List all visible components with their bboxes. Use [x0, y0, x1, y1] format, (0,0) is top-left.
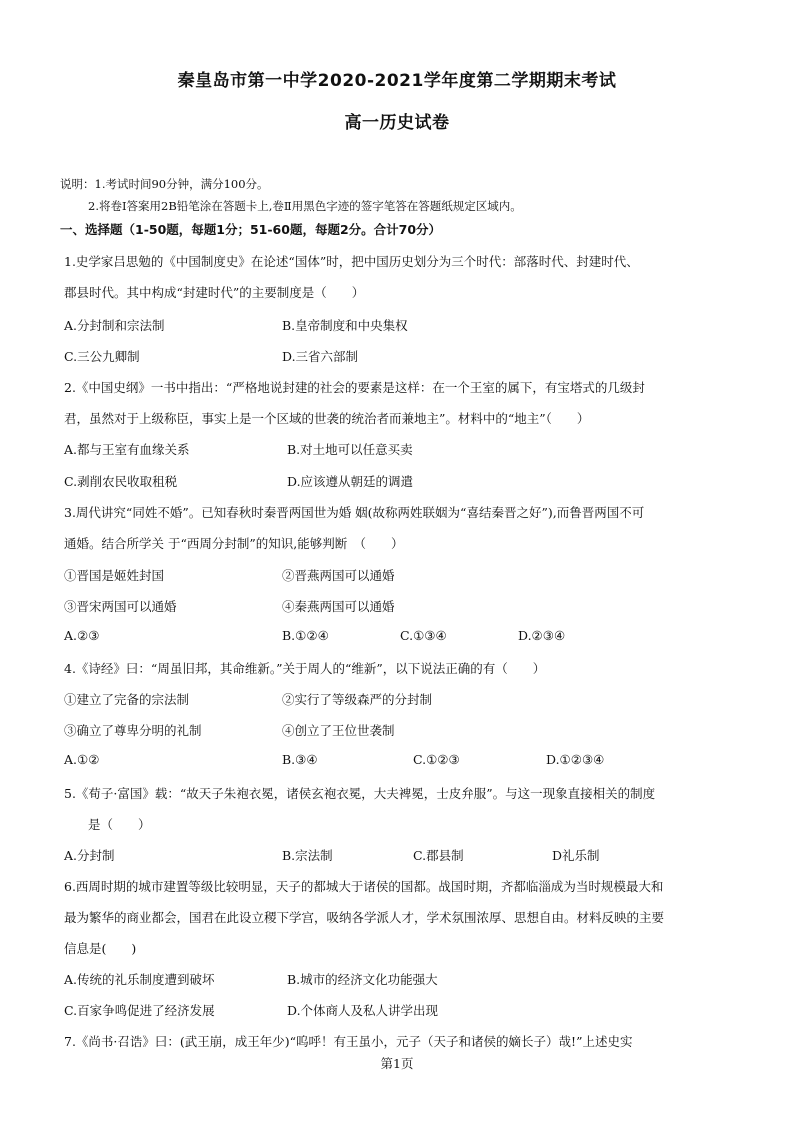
q2-stem-line-2: 君，虽然对于上级称臣，事实上是一个区域的世袭的统治者而兼地主”。材料中的“地主”（ ）: [64, 411, 590, 426]
q2-stem-line-1: 2.《中国史纲》一书中指出：“严格地说封建的社会的要素是这样：在一个王室的属下，有宝塔式的几级封: [64, 380, 645, 395]
q3-stem-line-1: 3.周代讲究“同姓不婚”。已知春秋时秦晋两国世为婚 姻(故称两姓联姻为“喜结秦晋之好”),而鲁晋两国不可: [64, 505, 645, 520]
q4-item-1: ①建立了完备的宗法制: [64, 692, 190, 707]
q5-option-d: D礼乐制: [552, 848, 600, 863]
q6-option-a: A.传统的礼乐制度遭到破坏: [64, 972, 215, 987]
q6-stem-line-2: 最为繁华的商业都会，国君在此设立稷下学宫，吸纳各学派人才，学术氛围浓厚、思想自由。材料反映的主要: [64, 910, 665, 925]
q4-item-2: ②实行了等级森严的分封制: [282, 692, 433, 707]
q4-option-a: A.①②: [64, 752, 100, 767]
q3-item-4: ④秦燕两国可以通婚: [282, 599, 395, 614]
section-title: 一、选择题（1-50题，每题1分；51-60题，每题2分。合计70分）: [60, 222, 442, 237]
q6-option-c: C.百家争鸣促进了经济发展: [64, 1003, 215, 1018]
q4-option-d: D.①②③④: [546, 752, 605, 767]
q4-stem-line-1: 4.《诗经》曰：“周虽旧邦，其命维新。”关于周人的“维新”，以下说法正确的有（ ）: [64, 661, 546, 676]
q2-option-c: C.剥削农民收取租税: [64, 474, 178, 489]
instructions-line-1: 说明：1.考试时间90分钟，满分100分。: [60, 177, 269, 191]
q1-option-d: D.三省六部制: [282, 349, 359, 364]
q1-option-a: A.分封制和宗法制: [64, 318, 165, 333]
q1-stem-line-2: 郡县时代。其中构成“封建时代”的主要制度是（ ）: [64, 285, 365, 300]
q4-item-3: ③确立了尊卑分明的礼制: [64, 723, 202, 738]
q6-option-d: D.个体商人及私人讲学出现: [287, 1003, 439, 1018]
q3-item-1: ①晋国是姬姓封国: [64, 568, 165, 583]
instructions-line-2: 2.将卷Ⅰ答案用2B铅笔涂在答题卡上,卷Ⅱ用黑色字迹的签字笔答在答题纸规定区域内。: [88, 199, 522, 213]
q6-stem-line-1: 6.西周时期的城市建置等级比较明显，天子的都城大于诸侯的国都。战国时期，齐都临淄成为当时规模最大和: [64, 879, 664, 894]
q5-stem-line-2: 是（ ）: [88, 817, 151, 832]
q2-option-b: B.对土地可以任意买卖: [287, 442, 413, 457]
q4-option-c: C.①②③: [413, 752, 460, 767]
q1-option-b: B.皇帝制度和中央集权: [282, 318, 408, 333]
q5-option-c: C.郡县制: [413, 848, 464, 863]
q5-option-a: A.分封制: [64, 848, 115, 863]
q1-option-c: C.三公九卿制: [64, 349, 140, 364]
exam-title: 秦皇岛市第一中学2020-2021学年度第二学期期末考试: [177, 71, 617, 91]
q3-option-b: B.①②④: [282, 628, 329, 643]
q2-option-a: A.都与王室有血缘关系: [64, 442, 190, 457]
q6-option-b: B.城市的经济文化功能强大: [287, 972, 438, 987]
q3-option-d: D.②③④: [518, 628, 566, 643]
q5-option-b: B.宗法制: [282, 848, 333, 863]
q4-item-4: ④创立了王位世袭制: [282, 723, 395, 738]
q7-stem-line-1: 7.《尚书·召诰》曰：(武王崩，成王年少)“呜呼！有王虽小，元子（天子和诸侯的嫡长子）哉!”上述史实: [64, 1034, 633, 1049]
q3-stem-line-2: 通婚。结合所学关 于“西周分封制”的知识,能够判断 （ ）: [64, 536, 404, 551]
q1-stem-line-1: 1.史学家吕思勉的《中国制度史》在论述“国体”时，把中国历史划分为三个时代：部落时代、封建时代、: [64, 254, 639, 269]
q2-option-d: D.应该遵从朝廷的调遣: [287, 474, 414, 489]
q6-stem-line-3: 信息是( ): [64, 941, 137, 956]
q3-option-a: A.②③: [64, 628, 100, 643]
q3-option-c: C.①③④: [400, 628, 447, 643]
q3-item-3: ③晋宋两国可以通婚: [64, 599, 177, 614]
page-number: 第1页: [380, 1056, 414, 1071]
q4-option-b: B.③④: [282, 752, 318, 767]
exam-subtitle: 高一历史试卷: [344, 113, 450, 133]
q5-stem-line-1: 5.《荀子·富国》载：“故天子朱袍衣冕，诸侯玄袍衣冕，大夫裨冕，士皮弁服”。与这一现象直接相关的制度: [64, 786, 656, 801]
q3-item-2: ②晋燕两国可以通婚: [282, 568, 395, 583]
